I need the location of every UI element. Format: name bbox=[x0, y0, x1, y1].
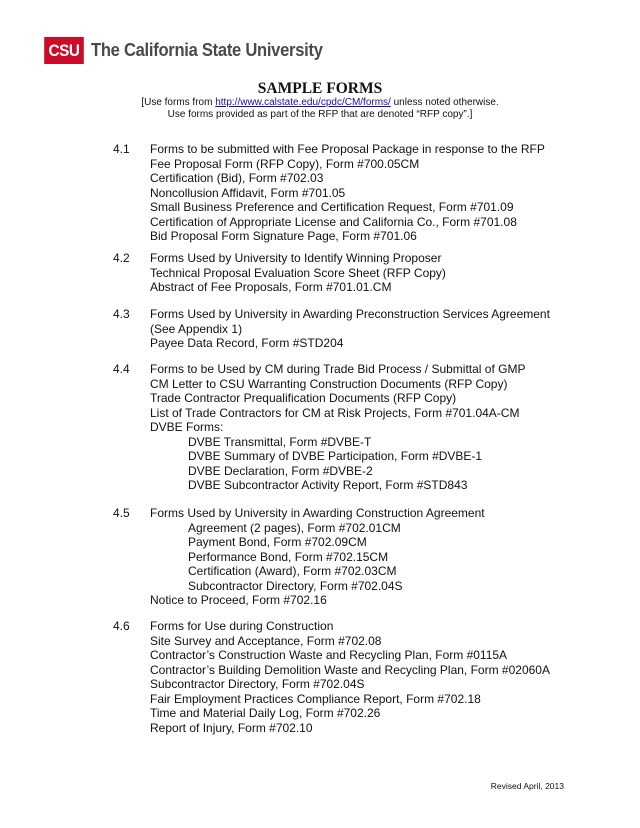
form-subitem: Certification (Award), Form #702.03CM bbox=[188, 564, 397, 578]
form-item: Technical Proposal Evaluation Score Sheet (RFP Copy) bbox=[150, 265, 446, 280]
form-item: Abstract of Fee Proposals, Form #701.01.CM bbox=[150, 280, 392, 294]
section-number: 4.4 bbox=[113, 362, 130, 376]
section-heading: Forms to be submitted with Fee Proposal Package in response to the RFP bbox=[150, 142, 545, 156]
section-4-1 bbox=[113, 142, 545, 244]
form-item: Contractor’s Building Demolition Waste and Recycling Plan, Form #02060A bbox=[150, 662, 550, 677]
form-subitem: DVBE Declaration, Form #DVBE-2 bbox=[188, 463, 373, 478]
form-item: Noncollusion Affidavit, Form #701.05 bbox=[150, 185, 346, 200]
forms-link[interactable]: http://www.calstate.edu/cpdc/CM/forms/ bbox=[215, 97, 391, 108]
section-4-6 bbox=[113, 619, 550, 735]
subtitle-line-1 bbox=[0, 97, 640, 108]
csu-logo bbox=[42, 37, 343, 64]
form-item: Subcontractor Directory, Form #702.04S bbox=[150, 677, 365, 691]
section-number: 4.2 bbox=[113, 251, 130, 265]
form-subitem: Performance Bond, Form #702.15CM bbox=[188, 549, 389, 564]
form-item: (See Appendix 1) bbox=[150, 321, 243, 336]
subtitle-suffix: unless noted otherwise. bbox=[390, 97, 499, 108]
form-item: Site Survey and Acceptance, Form #702.08 bbox=[150, 633, 382, 648]
section-heading: Forms Used by University in Awarding Construction Agreement bbox=[150, 506, 485, 520]
section-number: 4.5 bbox=[113, 506, 130, 520]
form-subitem: DVBE Subcontractor Activity Report, Form #STD843 bbox=[188, 478, 468, 492]
form-item: List of Trade Contractors for CM at Risk Projects, Form #701.04A-CM bbox=[150, 405, 520, 420]
section-heading: Forms for Use during Construction bbox=[150, 619, 334, 633]
form-item: Fair Employment Practices Compliance Report, Form #702.18 bbox=[150, 691, 481, 706]
revision-note: Revised April, 2013 bbox=[490, 781, 564, 791]
section-4-2 bbox=[113, 251, 446, 295]
section-4-5 bbox=[113, 506, 485, 608]
subtitle-prefix: [Use forms from bbox=[141, 97, 216, 108]
form-item: Certification of Appropriate License and California Co., Form #701.08 bbox=[150, 214, 517, 229]
section-heading: Forms Used by University to Identify Winning Proposer bbox=[150, 251, 442, 265]
form-subitem: Subcontractor Directory, Form #702.04S bbox=[188, 578, 403, 593]
form-item: DVBE Forms: bbox=[150, 420, 224, 434]
section-number: 4.3 bbox=[113, 307, 130, 321]
form-item: Small Business Preference and Certification Request, Form #701.09 bbox=[150, 200, 514, 214]
section-number: 4.6 bbox=[113, 619, 130, 633]
form-item: Fee Proposal Form (RFP Copy), Form #700.05CM bbox=[150, 156, 420, 171]
section-4-4 bbox=[113, 362, 525, 493]
form-item: Certification (Bid), Form #702.03 bbox=[150, 171, 324, 185]
subtitle-line-2: Use forms provided as part of the RFP that are denoted “RFP copy”.] bbox=[167, 109, 473, 120]
form-item: Trade Contractor Prequalification Documents (RFP Copy) bbox=[150, 391, 457, 405]
form-item: Time and Material Daily Log, Form #702.26 bbox=[150, 706, 381, 720]
form-subitem: DVBE Transmittal, Form #DVBE-T bbox=[188, 434, 372, 449]
page-title: SAMPLE FORMS bbox=[257, 80, 383, 97]
form-item: Contractor’s Construction Waste and Recycling Plan, Form #0115A bbox=[150, 648, 508, 662]
section-heading: Forms Used by University in Awarding Preconstruction Services Agreement bbox=[150, 307, 550, 321]
form-item: Notice to Proceed, Form #702.16 bbox=[150, 593, 327, 607]
form-item: Payee Data Record, Form #STD204 bbox=[150, 336, 344, 350]
form-subitem: DVBE Summary of DVBE Participation, Form #DVBE-1 bbox=[188, 449, 483, 463]
form-item: Report of Injury, Form #702.10 bbox=[150, 720, 313, 735]
csu-logo-text: The California State University bbox=[91, 40, 323, 60]
section-4-3 bbox=[113, 307, 550, 351]
form-item: Bid Proposal Form Signature Page, Form #701.06 bbox=[150, 229, 417, 243]
form-subitem: Payment Bond, Form #702.09CM bbox=[188, 535, 367, 549]
csu-logo-mark: CSU bbox=[44, 37, 84, 64]
section-number: 4.1 bbox=[113, 142, 130, 156]
section-heading: Forms to be Used by CM during Trade Bid Process / Submittal of GMP bbox=[150, 362, 526, 376]
form-subitem: Agreement (2 pages), Form #702.01CM bbox=[188, 520, 401, 535]
form-item: CM Letter to CSU Warranting Construction Documents (RFP Copy) bbox=[150, 376, 508, 391]
